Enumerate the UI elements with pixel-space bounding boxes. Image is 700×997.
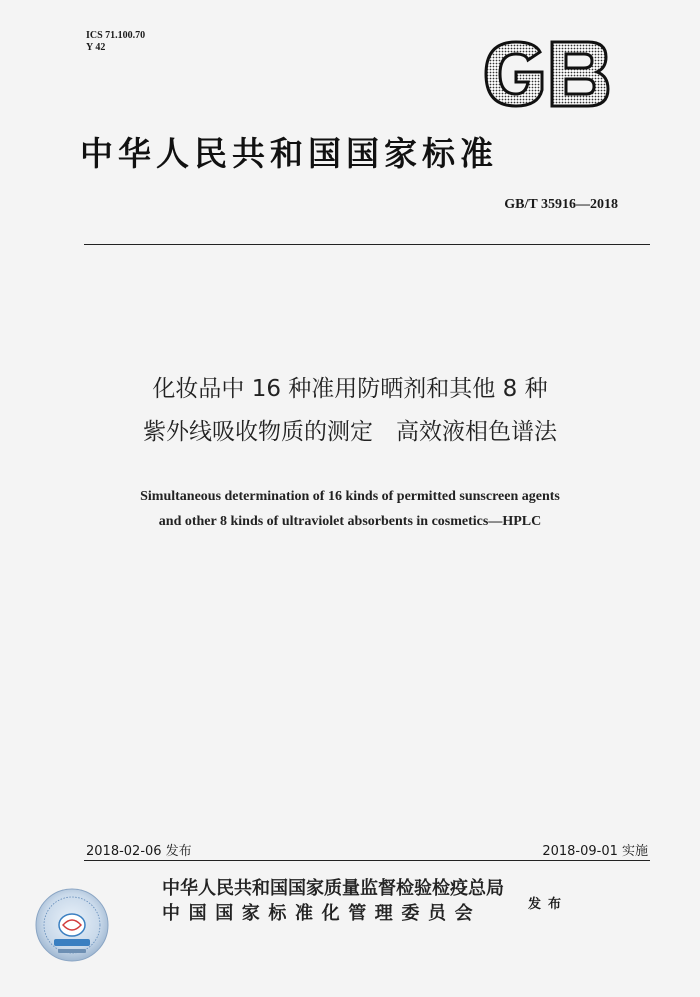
top-divider <box>84 244 650 245</box>
standard-number: GB/T 35916—2018 <box>504 197 618 212</box>
chinese-title-line1: 化妆品中 16 种准用防晒剂和其他 8 种 <box>152 376 548 402</box>
chinese-title-line2: 紫外线吸收物质的测定 高效液相色谱法 <box>143 419 557 445</box>
gb-logo <box>480 38 612 110</box>
english-title <box>0 484 700 534</box>
chinese-title <box>0 368 700 454</box>
issue-date: 2018-02-06 发布 <box>86 844 192 859</box>
national-standard-title: 中华人民共和国国家标准 <box>80 134 498 173</box>
issuer-line2: 中国国家标准化管理委员会 <box>162 903 482 924</box>
issuer-line1: 中华人民共和国国家质量监督检验检疫总局 <box>162 878 504 899</box>
bottom-divider <box>84 860 650 861</box>
effective-date: 2018-09-01 实施 <box>542 844 648 859</box>
english-title-line1: Simultaneous determination of 16 kinds of permitted sunscreen agents <box>140 489 560 504</box>
issuing-authorities <box>162 876 504 926</box>
english-title-line2: and other 8 kinds of ultraviolet absorbents in cosmetics—HPLC <box>158 514 542 529</box>
ics-code: ICS 71.100.70 <box>86 30 146 41</box>
classification-codes <box>86 30 145 54</box>
publish-label: 发布 <box>528 897 569 912</box>
class-code: Y 42 <box>86 42 106 53</box>
anti-counterfeit-seal-icon <box>34 887 110 963</box>
